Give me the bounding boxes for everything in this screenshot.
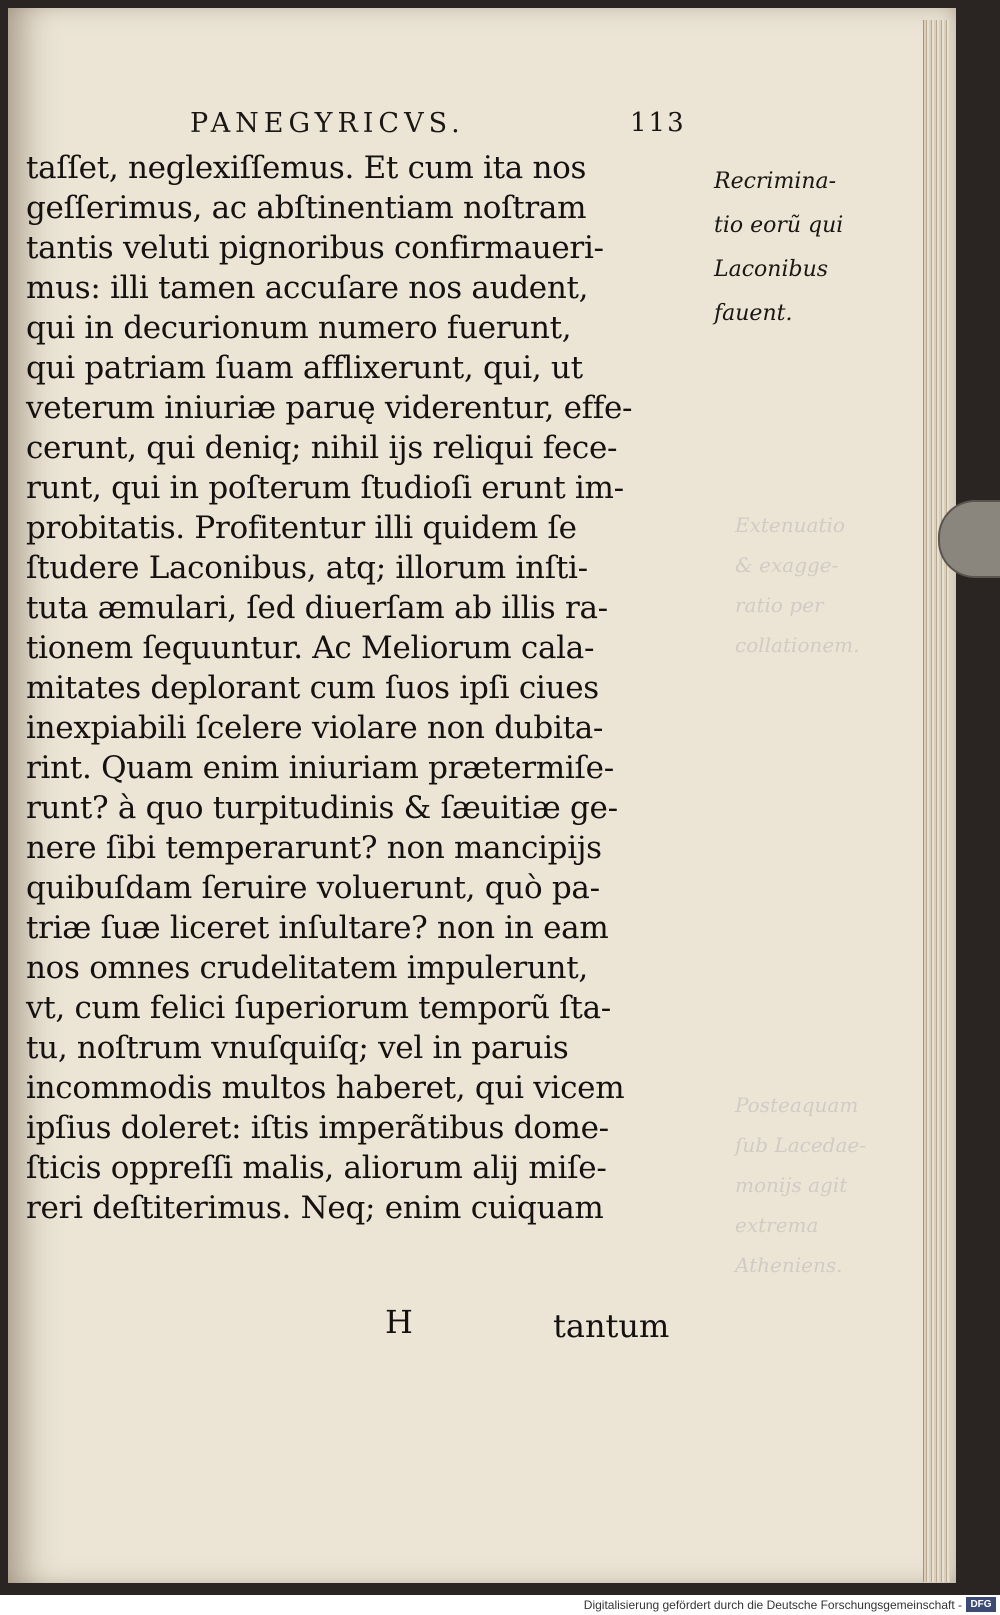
marginal-note-line: fauent.: [714, 301, 793, 326]
text-line: triæ ſuæ liceret inſultare? non in eam: [26, 910, 609, 946]
bleed-through-line: monijs agit: [735, 1173, 848, 1197]
text-line: tu, noſtrum vnuſquiſq; vel in paruis: [26, 1030, 569, 1066]
text-line: ſticis oppreſſi malis, aliorum alij miſe-: [26, 1150, 607, 1186]
page-edges: [923, 20, 950, 1582]
marginal-note-line: Recrimina-: [714, 169, 837, 194]
signature-mark: H: [385, 1303, 413, 1341]
text-line: nos omnes crudelitatem impulerunt,: [26, 950, 588, 986]
bleed-through-line: ratio per: [735, 593, 824, 617]
text-line: tuta æmulari, ſed diuerſam ab illis ra-: [26, 590, 608, 626]
text-line: runt, qui in poſterum ſtudioſi erunt im-: [26, 470, 624, 506]
bleed-through-line: & exagge-: [735, 553, 839, 577]
text-line: geſſerimus, ac abſtinentiam noſtram: [26, 190, 587, 226]
catchword: tantum: [553, 1307, 670, 1345]
marginal-note: [714, 160, 864, 336]
bleed-through-line: Atheniens.: [735, 1253, 843, 1277]
bleed-through-note: [735, 1085, 875, 1285]
text-line: tantis veluti pignoribus confirmaueri-: [26, 230, 604, 266]
text-line: inexpiabili ſcelere violare non dubita-: [26, 710, 604, 746]
marginal-note-line: tio eorũ qui: [714, 213, 844, 238]
text-line: mus: illi tamen accuſare nos audent,: [26, 270, 589, 306]
footer-bar: [0, 1595, 1000, 1615]
text-line: veterum iniuriæ paruę viderentur, effe-: [26, 390, 633, 426]
text-line: mitates deplorant cum ſuos ipſi ciues: [26, 670, 599, 706]
marginal-note-line: Laconibus: [714, 257, 829, 282]
text-line: nere ſibi temperarunt? non mancipijs: [26, 830, 602, 866]
bleed-through-line: extrema: [735, 1213, 819, 1237]
book-clasp-tab: [938, 500, 1000, 578]
text-line: reri deſtiterimus. Neq; enim cuiquam: [26, 1190, 604, 1226]
text-line: tionem ſequuntur. Ac Meliorum cala-: [26, 630, 595, 666]
text-line: qui patriam ſuam afflixerunt, qui, ut: [26, 350, 583, 386]
text-line: runt? à quo turpitudinis & ſæuitiæ ge-: [26, 790, 618, 826]
text-line: ſtudere Laconibus, atq; illorum inſti-: [26, 550, 588, 586]
catch-line: [385, 1303, 685, 1345]
text-line: cerunt, qui deniq; nihil ijs reliqui fece-: [26, 430, 618, 466]
bleed-through-line: ſub Lacedae-: [735, 1133, 867, 1157]
text-line: qui in decurionum numero fuerunt,: [26, 310, 572, 346]
body-text: [26, 148, 716, 1228]
bleed-through-line: collationem.: [735, 633, 860, 657]
text-line: taſſet, neglexiſſemus. Et cum ita nos: [26, 150, 587, 186]
text-line: quibuſdam ſeruire voluerunt, quò pa-: [26, 870, 600, 906]
running-head: PANEGYRICVS.: [190, 108, 465, 139]
page-header: [190, 108, 720, 142]
dfg-logo: DFG: [966, 1597, 996, 1612]
text-line: ipſius doleret: iſtis imperãtibus dome-: [26, 1110, 609, 1146]
text-line: incommodis multos haberet, qui vicem: [26, 1070, 625, 1106]
text-line: vt, cum felici ſuperiorum temporũ ſta-: [26, 990, 611, 1026]
funding-credit: Digitalisierung gefördert durch die Deutsche Forschungsgemeinschaft -: [583, 1598, 962, 1612]
bleed-through-line: Posteaquam: [735, 1093, 859, 1117]
text-line: probitatis. Profitentur illi quidem ſe: [26, 510, 577, 546]
text-line: rint. Quam enim iniuriam prætermiſe-: [26, 750, 614, 786]
bleed-through-line: Extenuatio: [735, 513, 845, 537]
bleed-through-note: [735, 505, 875, 665]
page-number: 113: [630, 108, 686, 138]
